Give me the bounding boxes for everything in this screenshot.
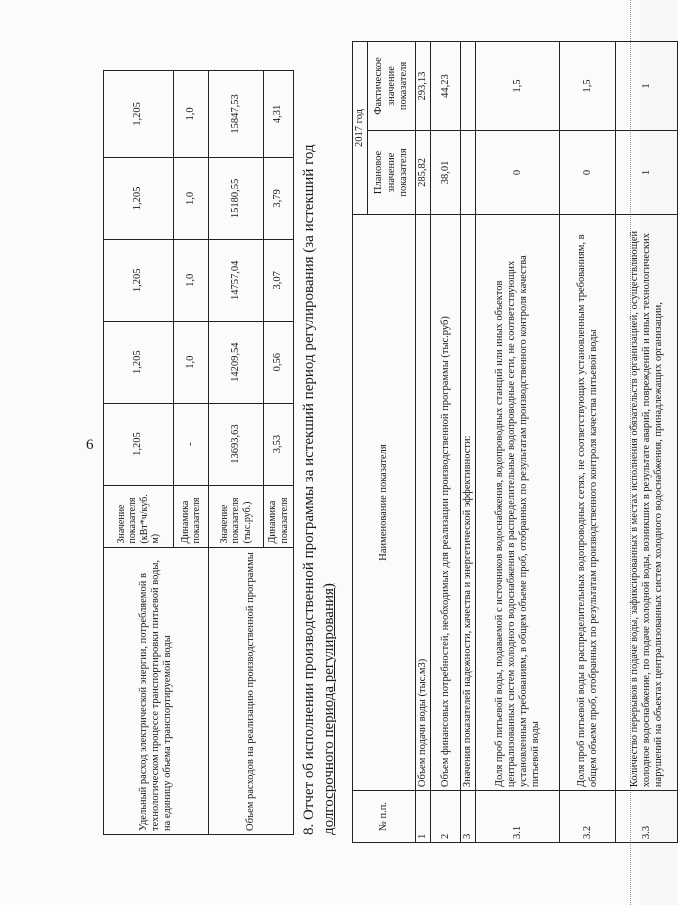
fact-value: 1,5 xyxy=(476,42,560,131)
value-cell: 14209,54 xyxy=(209,321,264,403)
page-number: 6 xyxy=(86,437,94,453)
value-cell: 1,0 xyxy=(174,71,209,158)
sub-label: Значение показателя (кВт*ч/куб. м) xyxy=(104,485,174,547)
plan-value: 285,82 xyxy=(416,130,431,214)
plan-value: 0 xyxy=(560,130,616,214)
value-cell: 3,79 xyxy=(264,157,294,239)
row-name: Значения показателей надежности, качества и энергетической эффективности: xyxy=(461,214,476,790)
sub-label: Динамика показателя xyxy=(264,485,294,547)
indicator-name: Удельный расход электрической энергии, потребляемой в технологическом процессе транспортировки питьевой воды, на единицу объема транспортируемой воды xyxy=(104,547,209,834)
value-cell: 15847,53 xyxy=(209,71,264,158)
section-heading xyxy=(300,55,339,835)
indicator-name: Объем расходов на реализацию производственной программы xyxy=(209,547,294,834)
plan-value: 1 xyxy=(616,130,678,214)
col-num-header: № п.п. xyxy=(353,791,416,843)
fact-value: 1,5 xyxy=(560,42,616,131)
value-cell: 15180,55 xyxy=(209,157,264,239)
plan-value: 0 xyxy=(476,130,560,214)
value-cell: 1,205 xyxy=(104,403,174,485)
row-num: 3.1 xyxy=(476,791,560,843)
value-cell: 1,205 xyxy=(104,239,174,321)
col-name-header: Наименование показателя xyxy=(353,214,416,790)
plan-value xyxy=(461,130,476,214)
value-cell: 1,0 xyxy=(174,239,209,321)
heading-line: 8. Отчет об исполнении производственной программы за истекший период регулирования (за истекший год xyxy=(301,144,317,835)
table-row xyxy=(104,71,174,835)
value-cell: 1,0 xyxy=(174,321,209,403)
report-table xyxy=(352,41,678,843)
value-cell: - xyxy=(174,403,209,485)
value-cell: 1,205 xyxy=(104,71,174,158)
value-cell: 0,56 xyxy=(264,321,294,403)
table-row xyxy=(461,42,476,843)
sub-label: Значение показателя (тыс.руб.) xyxy=(209,485,264,547)
row-name: Доля проб питьевой воды, подаваемой с источников водоснабжения, водопроводных станций или иных объектов централизованных систем холодного водоснабжения в распределительные водопроводные сети, не соответствующих установленным требованиям, в общем объеме проб, отобранных по результатам производственного контроля качества питьевой воды xyxy=(476,214,560,790)
row-num: 3 xyxy=(461,791,476,843)
fact-value: 293,13 xyxy=(416,42,431,131)
table-row xyxy=(431,42,461,843)
table-row xyxy=(616,42,678,843)
sub-label: Динамика показателя xyxy=(174,485,209,547)
col-fact-header: Фактическое значение показателя xyxy=(368,42,416,131)
row-num: 2 xyxy=(431,791,461,843)
value-cell: 1,0 xyxy=(174,157,209,239)
heading-line: долгосрочного периода регулирования) xyxy=(320,583,337,835)
value-cell: 14757,04 xyxy=(209,239,264,321)
row-name: Количество перерывов в подаче воды, зафиксированных в местах исполнения обязательств организацией, осуществляющей холодное водоснабжение, по подаче холодной воды, возникших в результате аварий, повреждений и иных технологических нарушений на объектах централизованных систем холодного водоснабжения, принадлежащих организации, xyxy=(616,214,678,790)
plan-value: 38,01 xyxy=(431,130,461,214)
table-row xyxy=(209,71,264,835)
row-name: Объем финансовых потребностей, необходимых для реализации производственной программы (тыс.руб) xyxy=(431,214,461,790)
row-num: 3.2 xyxy=(560,791,616,843)
table-header-row xyxy=(353,42,368,843)
value-cell: 1,205 xyxy=(104,321,174,403)
value-cell: 1,205 xyxy=(104,157,174,239)
fact-value xyxy=(461,42,476,131)
value-cell: 13693,63 xyxy=(209,403,264,485)
value-cell: 3,07 xyxy=(264,239,294,321)
row-num: 3.3 xyxy=(616,791,678,843)
row-name: Доля проб питьевой воды в распределительных водопроводных сетях, не соответствующих установленным требованиям, в общем объеме проб, отобранных по результатам производственного контроля качества питьевой воды xyxy=(560,214,616,790)
value-cell: 3,53 xyxy=(264,403,294,485)
table-row xyxy=(560,42,616,843)
table-row xyxy=(476,42,560,843)
fact-value: 1 xyxy=(616,42,678,131)
indicators-table xyxy=(103,70,294,835)
col-plan-header: Плановое значение показателя xyxy=(368,130,416,214)
row-num: 1 xyxy=(416,791,431,843)
col-year-header: 2017 год xyxy=(353,42,368,215)
table-row xyxy=(416,42,431,843)
value-cell: 4,31 xyxy=(264,71,294,158)
row-name: Объем подачи воды (тыс.м3) xyxy=(416,214,431,790)
fact-value: 44,23 xyxy=(431,42,461,131)
